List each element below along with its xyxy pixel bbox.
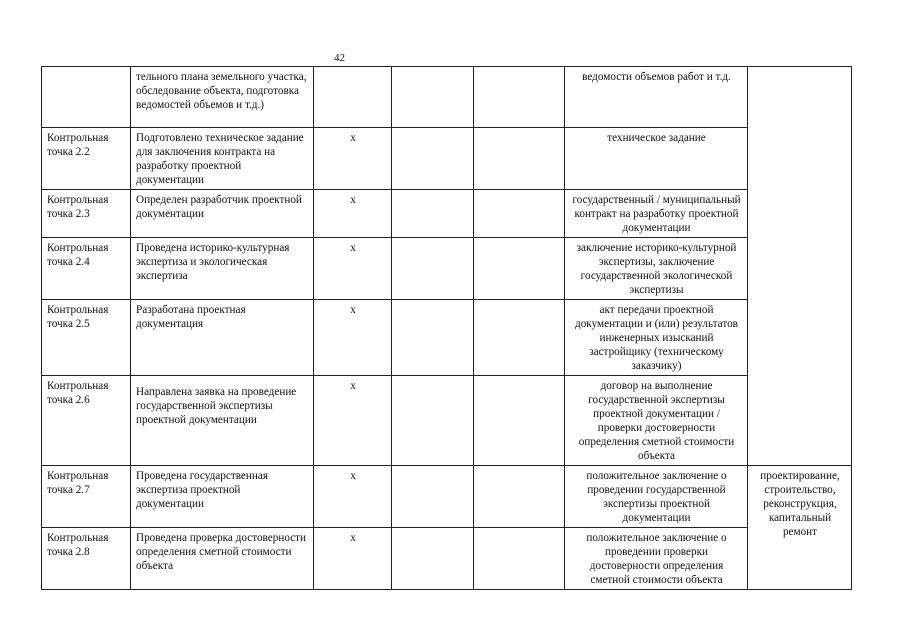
table-row [42, 190, 852, 238]
empty-cell [474, 466, 565, 528]
control-point-cell: Контрольная точка 2.5 [42, 300, 131, 376]
event-description-cell: Подготовлено техническое задание для заключения контракта на разработку проектной документации [131, 128, 314, 190]
control-point-cell: Контрольная точка 2.4 [42, 238, 131, 300]
document-cell: положительное заключение о проведении государственной экспертизы проектной документации [565, 466, 748, 528]
empty-cell [474, 128, 565, 190]
empty-cell [392, 466, 474, 528]
note-cell-top [748, 67, 852, 466]
control-points-table [41, 66, 852, 590]
table-row [42, 128, 852, 190]
event-description-cell: тельного плана земельного участка, обследование объекта, подготовка ведомостей объемов и т.д.) [131, 67, 314, 128]
control-point-cell: Контрольная точка 2.3 [42, 190, 131, 238]
mark-cell: х [314, 190, 392, 238]
control-point-cell: Контрольная точка 2.2 [42, 128, 131, 190]
mark-cell: х [314, 300, 392, 376]
mark-cell: х [314, 528, 392, 590]
table-row [42, 528, 852, 590]
empty-cell [392, 128, 474, 190]
table-row [42, 300, 852, 376]
event-description-cell: Разработана проектная документация [131, 300, 314, 376]
document-cell: государственный / муниципальный контракт на разработку проектной документации [565, 190, 748, 238]
mark-cell: х [314, 466, 392, 528]
note-cell [748, 466, 852, 590]
empty-cell [474, 67, 565, 128]
empty-cell [392, 300, 474, 376]
control-point-cell [42, 67, 131, 128]
mark-cell: х [314, 128, 392, 190]
document-cell: заключение историко-культурной экспертизы, заключение государственной экологической экспертизы [565, 238, 748, 300]
table-row [42, 238, 852, 300]
empty-cell [474, 528, 565, 590]
construction-type-note: проектирование, строительство, реконструкция, капитальный ремонт [760, 470, 840, 538]
mark-cell: х [314, 238, 392, 300]
empty-cell [392, 67, 474, 128]
event-description-cell: Проведена государственная экспертиза проектной документации [131, 466, 314, 528]
empty-cell [392, 190, 474, 238]
empty-cell [474, 300, 565, 376]
document-cell: ведомости объемов работ и т.д. [565, 67, 748, 128]
empty-cell [474, 190, 565, 238]
document-cell: акт передачи проектной документации и (или) результатов инженерных изысканий застройщику (техническому заказчику) [565, 300, 748, 376]
mark-cell [314, 67, 392, 128]
document-cell: договор на выполнение государственной экспертизы проектной документации / проверки достоверности определения сметной стоимости объекта [565, 376, 748, 466]
control-point-cell: Контрольная точка 2.8 [42, 528, 131, 590]
event-description-cell: Направлена заявка на проведение государственной экспертизы проектной документации [131, 376, 314, 466]
empty-cell [392, 238, 474, 300]
empty-cell [392, 528, 474, 590]
control-point-cell: Контрольная точка 2.7 [42, 466, 131, 528]
empty-cell [392, 376, 474, 466]
event-description-cell: Проведена историко-культурная экспертиза и экологическая экспертиза [131, 238, 314, 300]
document-cell: положительное заключение о проведении проверки достоверности определения сметной стоимости объекта [565, 528, 748, 590]
event-description-cell: Проведена проверка достоверности определения сметной стоимости объекта [131, 528, 314, 590]
table-row [42, 466, 852, 528]
empty-cell [474, 238, 565, 300]
empty-cell [474, 376, 565, 466]
table-row [42, 67, 852, 128]
mark-cell: х [314, 376, 392, 466]
event-description-cell: Определен разработчик проектной документации [131, 190, 314, 238]
table-row [42, 376, 852, 466]
control-point-cell: Контрольная точка 2.6 [42, 376, 131, 466]
page-number: 42 [334, 52, 345, 64]
document-cell: техническое задание [565, 128, 748, 190]
